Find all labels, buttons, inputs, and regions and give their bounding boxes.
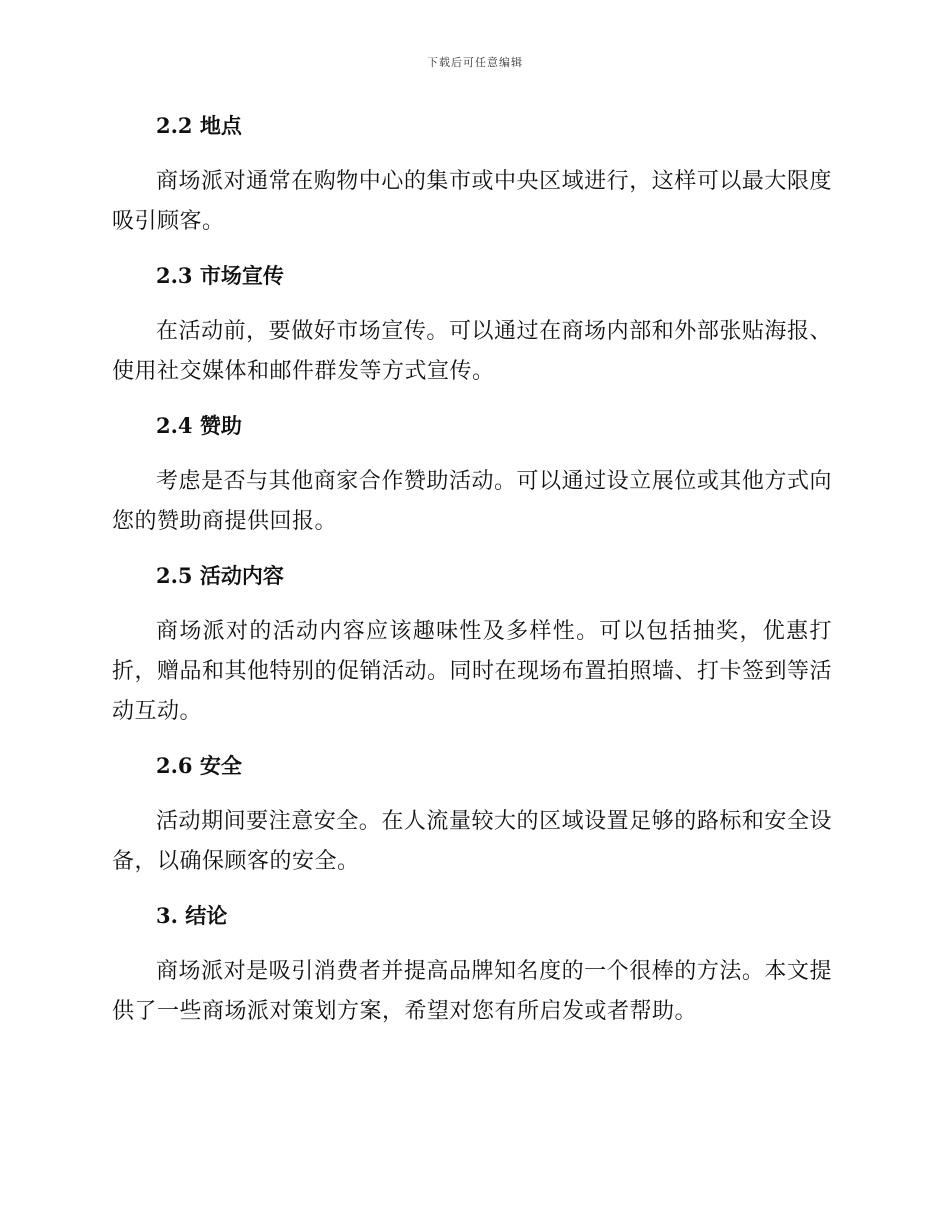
- section-sponsorship: [112, 410, 832, 542]
- section-activities: [112, 560, 832, 732]
- section-heading: 3. 结论: [156, 903, 228, 928]
- section-paragraph: 考虑是否与其他商家合作赞助活动。可以通过设立展位或其他方式向您的赞助商提供回报。: [112, 469, 832, 534]
- section-location: [112, 110, 832, 242]
- section-paragraph: 商场派对是吸引消费者并提高品牌知名度的一个很棒的方法。本文提供了一些商场派对策划方案，希望对您有所启发或者帮助。: [112, 959, 832, 1024]
- section-marketing: [112, 260, 832, 392]
- section-heading: 2.4 赞助: [156, 413, 242, 438]
- document-body: [112, 110, 832, 1050]
- section-heading: 2.2 地点: [156, 113, 242, 138]
- section-paragraph: 在活动前，要做好市场宣传。可以通过在商场内部和外部张贴海报、使用社交媒体和邮件群发等方式宣传。: [112, 319, 832, 384]
- section-heading: 2.5 活动内容: [156, 563, 284, 588]
- section-heading: 2.3 市场宣传: [156, 263, 284, 288]
- section-conclusion: [112, 900, 832, 1032]
- header-note: 下载后可任意编辑: [427, 56, 523, 69]
- section-paragraph: 商场派对通常在购物中心的集市或中央区域进行，这样可以最大限度吸引顾客。: [112, 169, 832, 234]
- section-heading: 2.6 安全: [156, 753, 242, 778]
- section-safety: [112, 750, 832, 882]
- section-paragraph: 活动期间要注意安全。在人流量较大的区域设置足够的路标和安全设备，以确保顾客的安全。: [112, 809, 832, 874]
- section-paragraph: 商场派对的活动内容应该趣味性及多样性。可以包括抽奖，优惠打折，赠品和其他特别的促销活动。同时在现场布置拍照墙、打卡签到等活动互动。: [112, 619, 833, 724]
